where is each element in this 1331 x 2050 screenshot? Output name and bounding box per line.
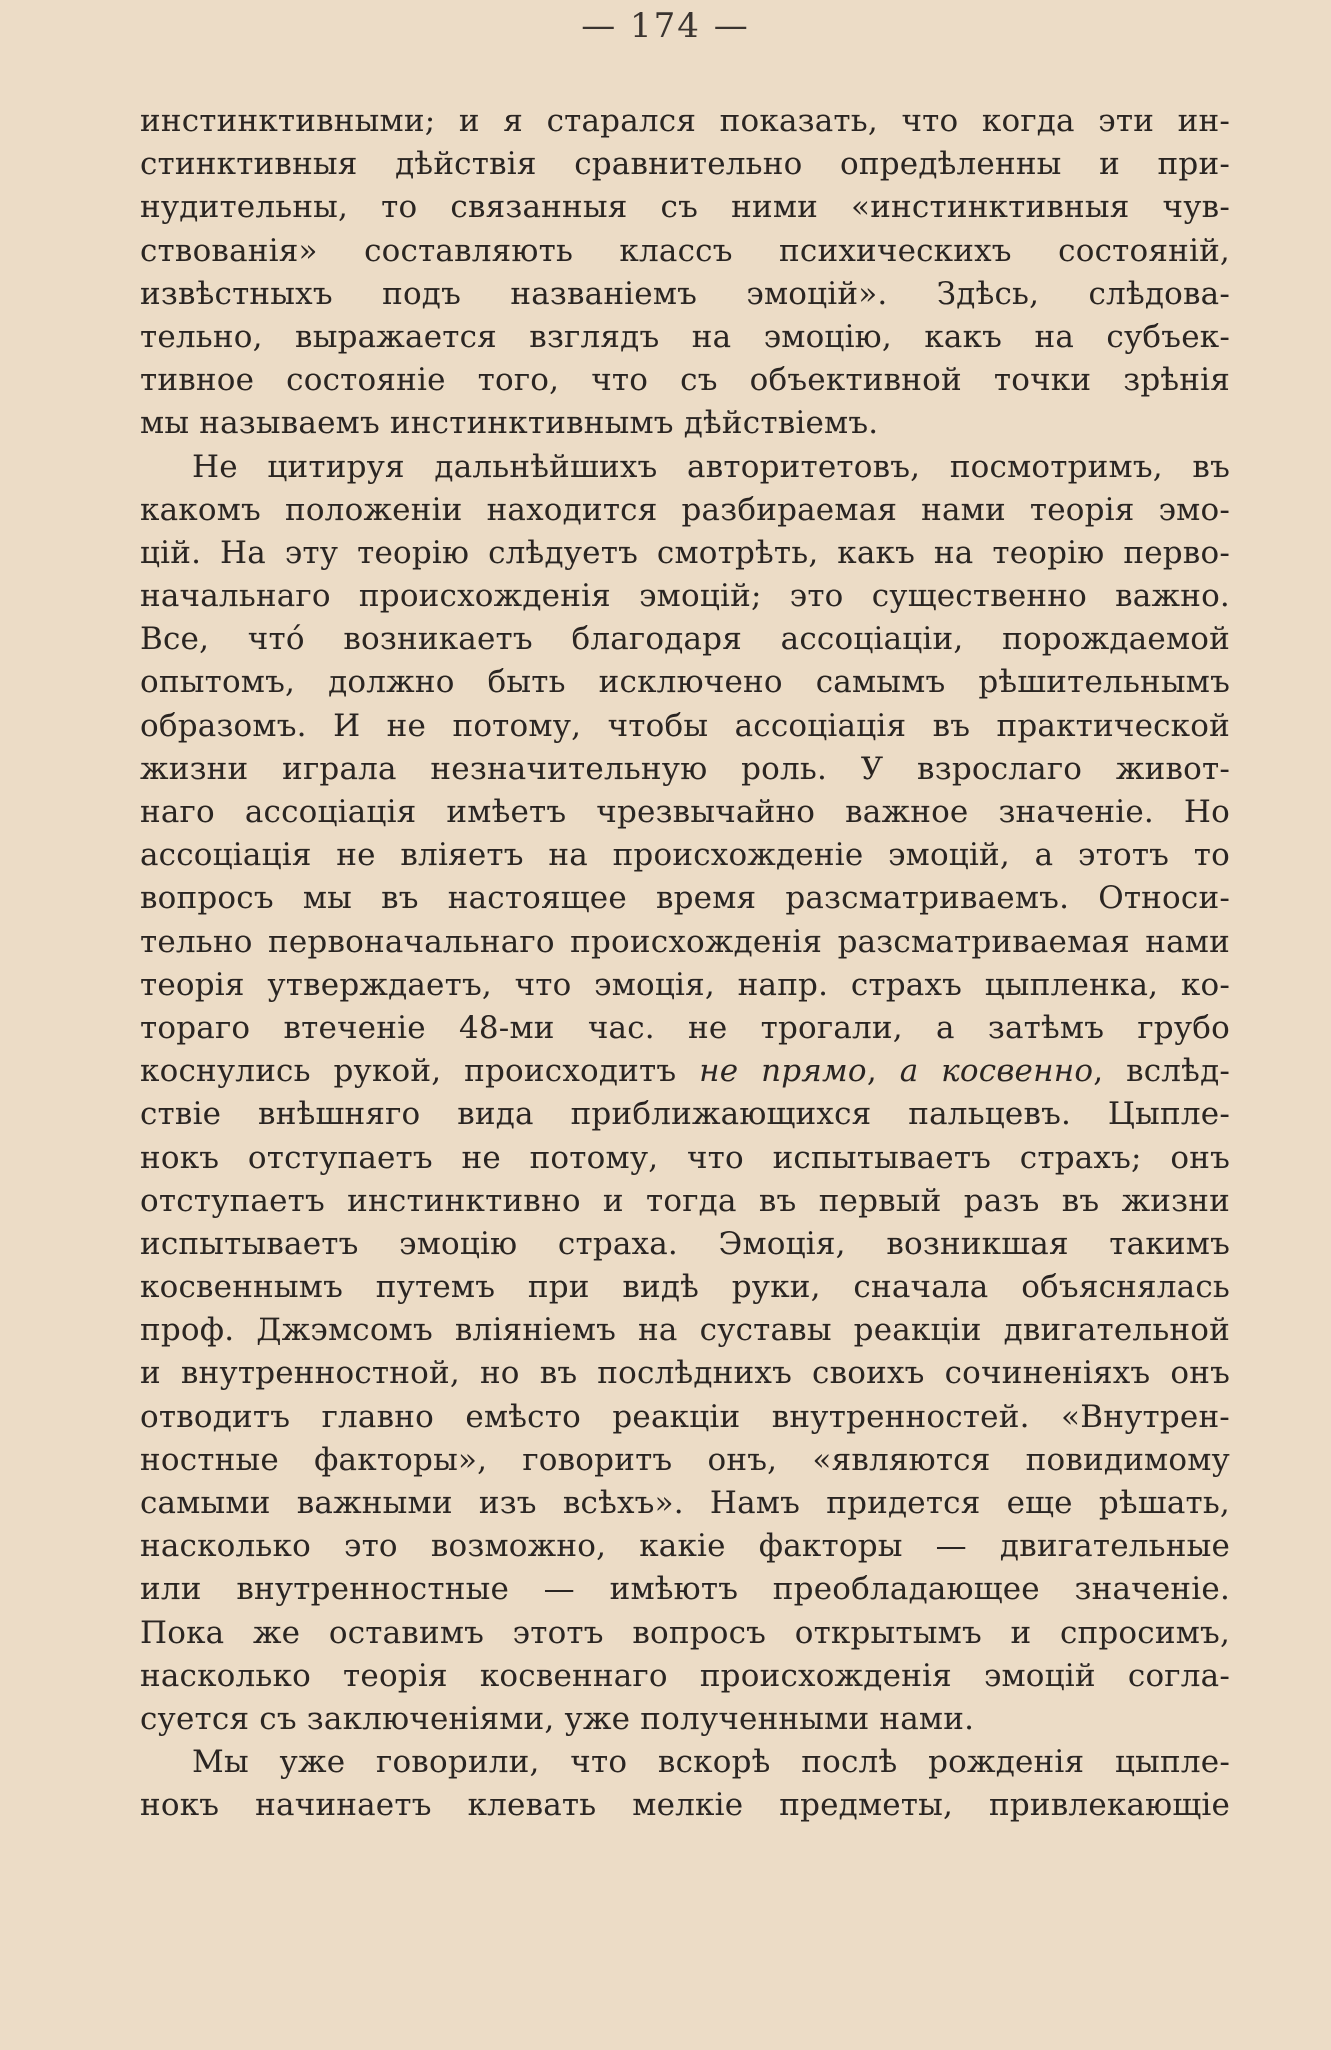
text-line: проф. Джэмсомъ вліяніемъ на суставы реакціи двигательной: [140, 1312, 1230, 1349]
paragraph-first-line: Мы уже говорили, что вскорѣ послѣ рожденія цыпле-: [192, 1744, 1230, 1781]
text-line: инстинктивными; и я старался показать, что когда эти ин-: [140, 103, 1230, 139]
text-line: Все, чтó возникаетъ благодаря ассоціаціи, порождаемой: [140, 621, 1230, 658]
text-line: ствіе внѣшняго вида приближающихся пальцевъ. Цыпле-: [140, 1096, 1230, 1133]
text-line: мы называемъ инстинктивнымъ дѣйствіемъ.: [140, 405, 879, 442]
text-line: теорія утверждаетъ, что эмоція, напр. страхъ цыпленка, ко-: [140, 966, 1230, 1003]
text-run: , вслѣд-: [1093, 1053, 1231, 1090]
text-line: ствованія» составляють классъ психическихъ состояній,: [140, 232, 1230, 269]
text-line-with-italics: [140, 1050, 1230, 1093]
text-line: ассоціація не вліяетъ на происхожденіе эмоцій, а этотъ то: [140, 837, 1230, 874]
text-line: самыми важными изъ всѣхъ». Намъ придется еще рѣшать,: [140, 1485, 1230, 1521]
text-line: суется съ заключеніями, уже полученными нами.: [140, 1700, 975, 1737]
text-run: ,: [866, 1053, 900, 1090]
text-line: испытываетъ эмоцію страха. Эмоція, возникшая такимъ: [140, 1225, 1230, 1262]
text-line: цій. На эту теорію слѣдуетъ смотрѣть, какъ на теорію перво-: [140, 534, 1230, 571]
text-line: извѣстныхъ подъ названіемъ эмоцій». Здѣсь, слѣдова-: [140, 275, 1230, 312]
text-line: тельно первоначальнаго происхожденія разсматриваемая нами: [140, 923, 1230, 960]
text-line: насколько это возможно, какіе факторы — двигательные: [140, 1528, 1230, 1565]
page-body: [140, 100, 1230, 1828]
text-line: тельно, выражается взглядъ на эмоцію, какъ на субъек-: [140, 318, 1230, 355]
page-number: — 174 —: [581, 6, 750, 46]
text-line: начальнаго происхожденія эмоцій; это существенно важно.: [140, 578, 1230, 615]
text-line: косвеннымъ путемъ при видѣ руки, сначала объяснялась: [140, 1269, 1230, 1306]
italic-text: а косвенно: [899, 1053, 1094, 1090]
text-line: отступаетъ инстинктивно и тогда въ первый разъ въ жизни: [140, 1182, 1230, 1219]
text-line: опытомъ, должно быть исключено самымъ рѣшительнымъ: [140, 664, 1230, 701]
text-line: нудительны, то связанныя съ ними «инстинктивныя чув-: [140, 189, 1230, 226]
text-line: наго ассоціація имѣетъ чрезвычайно важное значеніе. Но: [140, 794, 1230, 830]
text-run: коснулись рукой, происходитъ: [140, 1053, 700, 1090]
text-line: образомъ. И не потому, чтобы ассоціація въ практической: [140, 707, 1230, 744]
paragraph-first-line: Не цитируя дальнѣйшихъ авторитетовъ, посмотримъ, въ: [192, 448, 1230, 485]
text-line: ностные факторы», говоритъ онъ, «являются повидимому: [140, 1441, 1230, 1478]
text-line: нокъ отступаетъ не потому, что испытываетъ страхъ; онъ: [140, 1139, 1230, 1176]
text-line: жизни играла незначительную роль. У взрослаго живот-: [140, 750, 1230, 787]
text-line: или внутренностные — имѣютъ преобладающее значеніе.: [140, 1571, 1230, 1608]
text-line: тивное состояніе того, что съ объективной точки зрѣнія: [140, 362, 1230, 399]
text-line: Пока же оставимъ этотъ вопросъ открытымъ и спросимъ,: [140, 1614, 1230, 1651]
text-line: вопросъ мы въ настоящее время разсматриваемъ. Относи-: [140, 880, 1230, 917]
text-line: стинктивныя дѣйствія сравнительно опредѣленны и при-: [140, 146, 1230, 183]
text-line: нокъ начинаетъ клевать мелкіе предметы, привлекающіе: [140, 1787, 1230, 1824]
text-line: насколько теорія косвеннаго происхожденія эмоцій согла-: [140, 1657, 1230, 1694]
text-line: какомъ положеніи находится разбираемая нами теорія эмо-: [140, 491, 1230, 528]
italic-text: не прямо: [699, 1053, 867, 1090]
text-line: отводитъ главно емѣсто реакціи внутренностей. «Внутрен-: [140, 1398, 1230, 1435]
text-line: и внутренностной, но въ послѣднихъ своихъ сочиненіяхъ онъ: [140, 1355, 1230, 1392]
text-line: тораго втеченіе 48-ми час. не трогали, а затѣмъ грубо: [140, 1009, 1230, 1046]
